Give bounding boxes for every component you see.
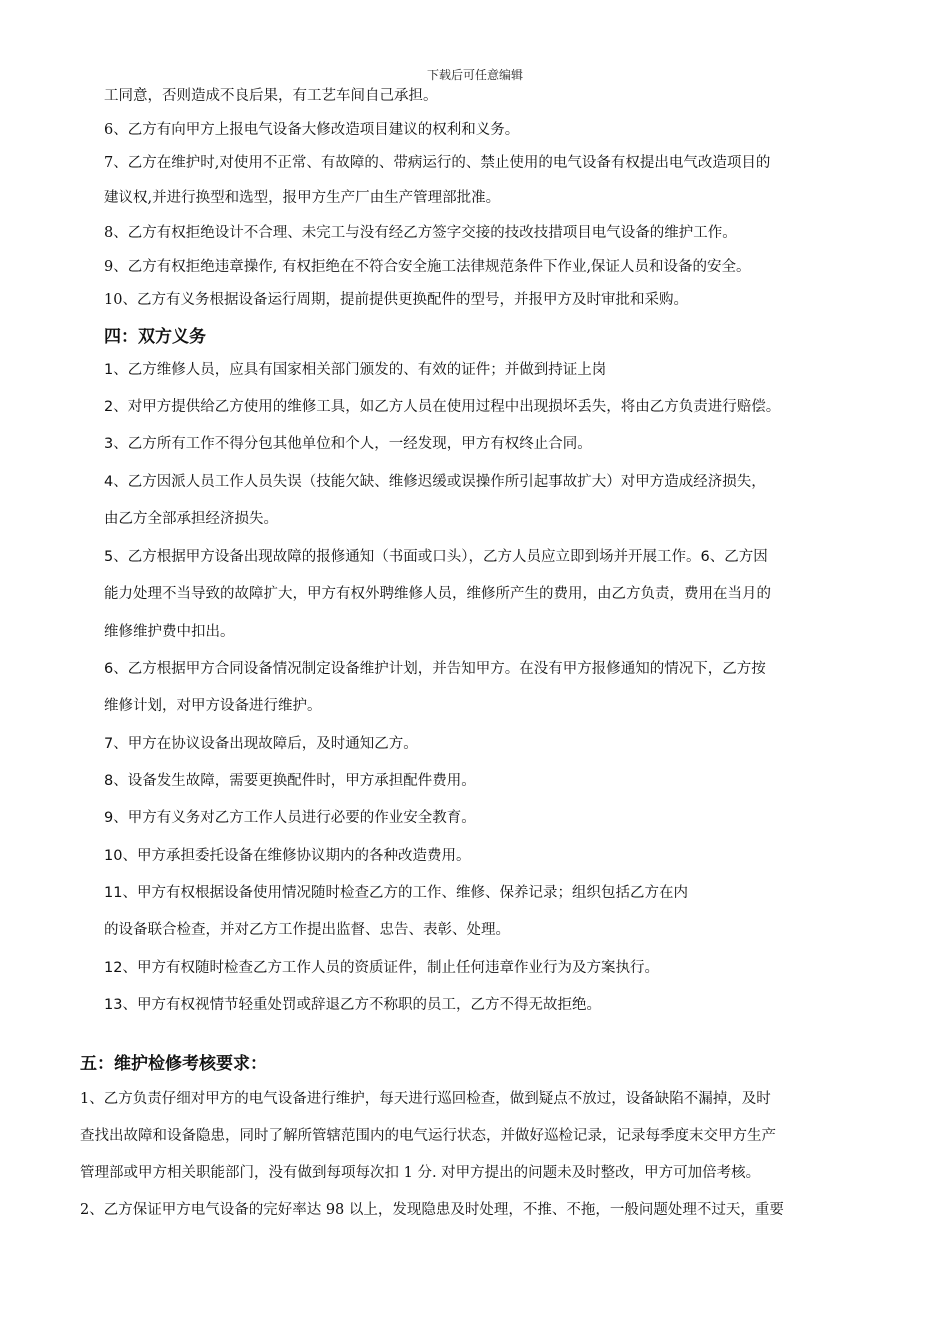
text-line: 12、甲方有权随时检查乙方工作人员的资质证件，制止任何违章作业行为及方案执行。 [104,960,659,976]
text-line: 13、甲方有权视情节轻重处罚或辞退乙方不称职的员工，乙方不得无故拒绝。 [104,997,601,1013]
text-line: 维修维护费中扣出。 [104,624,235,640]
section-heading: 四：双方义务 [104,327,206,347]
text-line: 9、乙方有权拒绝违章操作, 有权拒绝在不符合安全施工法律规范条件下作业,保证人员和设备的安全。 [104,259,751,275]
page-header: 下载后可任意编辑 [426,68,523,82]
text-line: 3、乙方所有工作不得分包其他单位和个人，一经发现，甲方有权终止合同。 [104,436,592,452]
text-line: 9、甲方有义务对乙方工作人员进行必要的作业安全教育。 [104,810,476,826]
text-line: 7、乙方在维护时,对使用不正常、有故障的、带病运行的、禁止使用的电气设备有权提出电气改造项目的 [104,155,771,171]
text-line: 5、乙方根据甲方设备出现故障的报修通知（书面或口头），乙方人员应立即到场并开展工作。6、乙方因 [104,549,768,565]
text-line: 10、乙方有义务根据设备运行周期，提前提供更换配件的型号，并报甲方及时审批和采购。 [104,292,688,308]
text-line: 10、甲方承担委托设备在维修协议期内的各种改造费用。 [104,848,471,864]
text-line: 维修计划，对甲方设备进行维护。 [104,698,322,714]
text-line: 1、乙方维修人员，应具有国家相关部门颁发的、有效的证件；并做到持证上岗 [104,362,607,378]
text-line: 4、乙方因派人员工作人员失误（技能欠缺、维修迟缓或误操作所引起事故扩大）对甲方造成经济损失， [104,474,766,490]
text-line: 由乙方全部承担经济损失。 [104,511,278,527]
text-line: 管理部或甲方相关职能部门，没有做到每项每次扣 1 分. 对甲方提出的问题未及时整改，甲方可加倍考核。 [80,1165,761,1181]
text-line: 的设备联合检查，并对乙方工作提出监督、忠告、表彰、处理。 [104,922,510,938]
text-line: 11、甲方有权根据设备使用情况随时检查乙方的工作、维修、保养记录；组织包括乙方在内 [104,885,688,901]
text-line: 6、乙方根据甲方合同设备情况制定设备维护计划，并告知甲方。在没有甲方报修通知的情况下，乙方按 [104,661,766,677]
section-heading: 五：维护检修考核要求： [80,1054,267,1074]
text-line: 2、乙方保证甲方电气设备的完好率达 98 以上，发现隐患及时处理，不推、不拖，一般问题处理不过天，重要 [80,1202,784,1218]
text-line: 8、乙方有权拒绝设计不合理、未完工与没有经乙方签字交接的技改技措项目电气设备的维护工作。 [104,225,737,241]
text-line: 工同意，否则造成不良后果，有工艺车间自己承担。 [104,88,438,104]
text-line: 8、设备发生故障，需要更换配件时，甲方承担配件费用。 [104,773,476,789]
text-line: 查找出故障和设备隐患，同时了解所管辖范围内的电气运行状态，并做好巡检记录，记录每季度末交甲方生产 [80,1128,776,1144]
text-line: 1、乙方负责仔细对甲方的电气设备进行维护，每天进行巡回检查，做到疑点不放过，设备缺陷不漏掉，及时 [80,1091,771,1107]
text-line: 建议权,并进行换型和选型，报甲方生产厂由生产管理部批准。 [104,190,501,206]
text-line: 6、乙方有向甲方上报电气设备大修改造项目建议的权利和义务。 [104,122,520,138]
text-line: 能力处理不当导致的故障扩大，甲方有权外聘维修人员，维修所产生的费用，由乙方负责，费用在当月的 [104,586,771,602]
text-line: 2、对甲方提供给乙方使用的维修工具，如乙方人员在使用过程中出现损坏丢失，将由乙方负责进行赔偿。 [104,399,781,415]
text-line: 7、甲方在协议设备出现故障后，及时通知乙方。 [104,736,418,752]
